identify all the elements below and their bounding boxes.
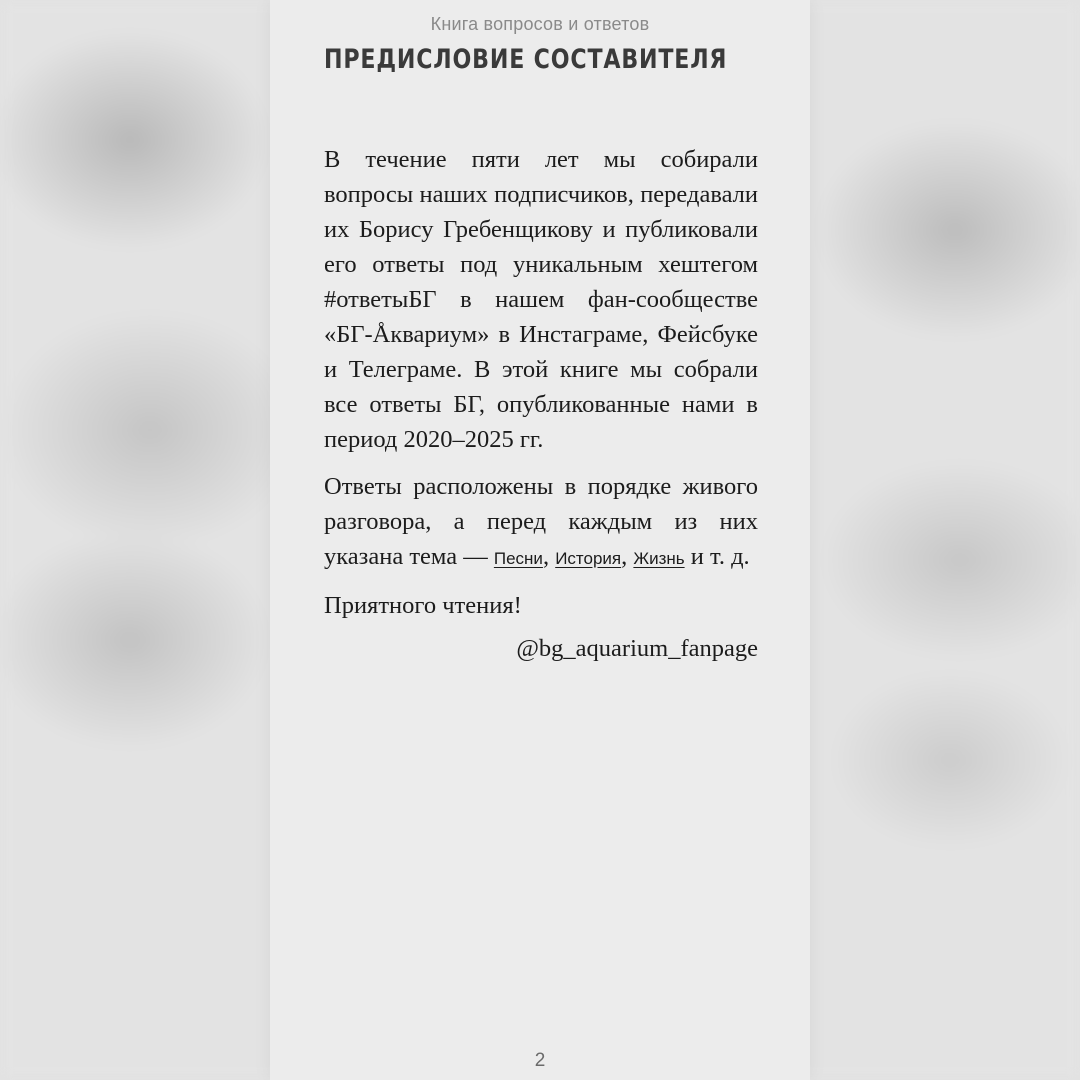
separator: , bbox=[621, 543, 634, 570]
book-page[interactable] bbox=[270, 0, 810, 1080]
signature: @bg_aquarium_fanpage bbox=[516, 635, 758, 662]
paragraph-topics-end: и т. д. bbox=[684, 543, 750, 570]
topic-link-songs[interactable]: Песни bbox=[493, 549, 543, 568]
running-head: Книга вопросов и ответов bbox=[430, 14, 650, 34]
paragraph-topics-intro: Ответы расположены в порядке живого разговора, а перед каждым из них указана тема — bbox=[324, 473, 758, 570]
greeting: Приятного чтения! bbox=[324, 592, 522, 619]
topic-link-history[interactable]: История bbox=[555, 549, 622, 568]
page-number: 2 bbox=[534, 1050, 546, 1071]
chapter-title: ПРЕДИСЛОВИЕ СОСТАВИТЕЛЯ bbox=[324, 44, 728, 75]
separator: , bbox=[542, 543, 556, 570]
topic-link-life[interactable]: Жизнь bbox=[633, 549, 685, 568]
paragraph-intro: В течение пяти лет мы собирали вопросы наших подписчиков, передавали их Борису Гребенщикову и публиковали его ответы под уникальным хештегом #ответыБГ в нашем фан-сообществе «БГ-Åквариум» в Инстаграме, Фейсбуке и Телеграме. В этой книге мы собрали все ответы БГ, опубликованные нами в период 2020–2025 гг. bbox=[324, 146, 758, 453]
body-text bbox=[324, 142, 758, 678]
paragraph-topics bbox=[324, 469, 758, 576]
